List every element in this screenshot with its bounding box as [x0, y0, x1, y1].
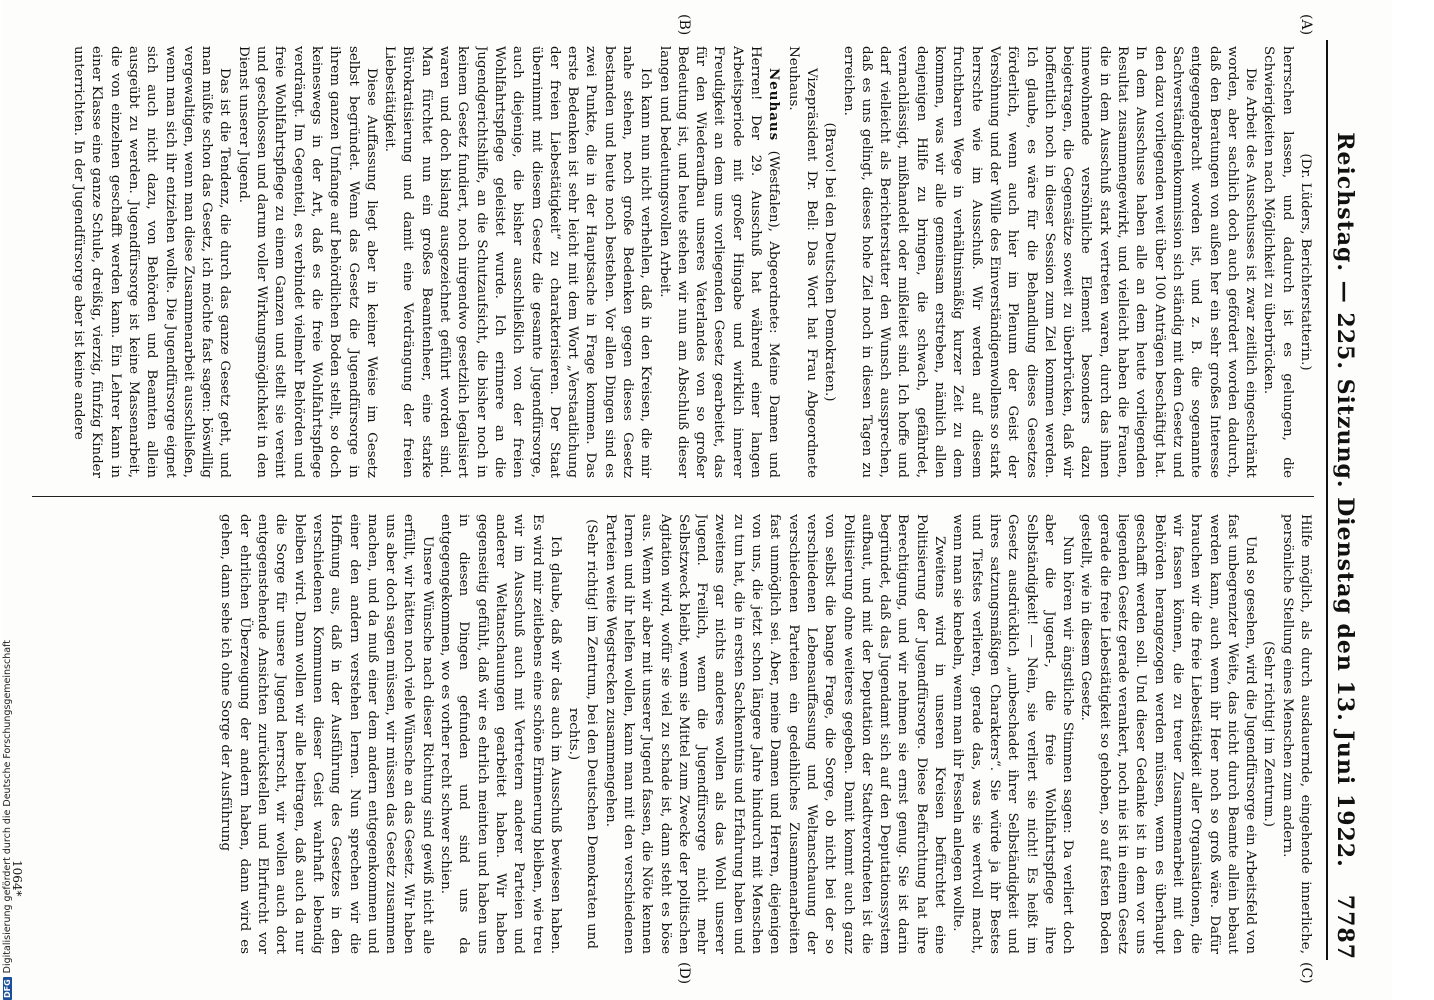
paragraph: Das ist die Tendenz, die durch das ganze Gesetz geht, und man müßte schon das Gesetz, ich möchte fast sagen: böswillig vergewaltigen, wenn man diese Zusammenarbeit ausschließen, wenn man sich ihr entziehen wollte. Die Jugendfürsorge eignet sich auch nicht dazu, von Behörden und Beamten allein ausgeübt zu werden. Jugendfürsorge ist keine Massenarbeit, die von einzelnen geschafft werden kann. Ein Lehrer kann in einer Klasse eine ganze Schule, dreißig, vierzig, fünfzig Kinder unterrichten. In der Jugendfürsorge aber ist keine andere	[71, 46, 233, 478]
dfg-logo-icon: DFG	[3, 979, 12, 998]
paragraph: Und so gesehen, wird die Jugendfürsorge ein Arbeitsfeld von fast unbegrenzter Weite, das nicht durch Beamte allein bebaut werden kann, auch wenn ihr Heer noch so groß wäre. Dafür brauchen wir die freie Liebestätigkeit aller Organisationen, die wir fassen können, die zu treuer Zusammenarbeit mit den Behörden herangezogen werden müssen, wenn es überhaupt geschafft werden soll. Und dieser Gedanke ist in dem vor uns liegenden Gesetz gerade verankert, noch nie ist in einem Gesetz gerade die freie Liebestätigkeit so gehoben, so auf festen Boden gestellt, wie in diesem Gesetz.	[1078, 514, 1259, 954]
margin-marker-d: (D)	[676, 962, 692, 985]
interjection: (Bravo! bei den Deutschen Demokraten.)	[822, 122, 838, 402]
interjection: (Sehr richtig! im Zentrum.)	[1261, 641, 1277, 827]
newspaper-page	[2, 0, 1392, 1000]
right-column	[32, 514, 1314, 954]
digitization-credit	[2, 640, 13, 1000]
paragraph: Ich glaube, daß wir das auch im Ausschuß bewiesen haben. Es wird mir zeitlebens eine schöne Erinnerung bleiben, wie treu wir im Ausschuß auch mit Vertretern anderer Parteien und anderer Weltanschauungen gearbeitet haben. Wir haben gegenseitig gefühlt, daß wir es ehrlich meinten und haben uns in diesen Dingen gefunden und sind uns da entgegengekommen, wo es vorher recht schwer schien.	[438, 514, 563, 954]
paragraph: Vizepräsident Dr. Bell: Das Wort hat Frau Abgeordnete Neuhaus.	[785, 46, 819, 478]
speech-paragraph	[654, 46, 783, 478]
page-header	[1326, 40, 1366, 960]
left-column	[32, 46, 1314, 478]
paragraph: Die Arbeit des Ausschusses ist zwar zeitlich eingeschränkt worden, aber sachlich doch auch gefördert worden dadurch, daß den Beratungen von außen her ein sehr großes Interesse entgegengebracht worden ist, und z. B. die sogenannte Sachverständigenkommission sich ständig mit dem Gesetz und den dazu vorliegenden weit über 100 Anträgen beschäftigt hat. In dem Ausschusse haben alle an dem heute vorliegenden Resultat zusammengewirkt, und vielleicht haben die Frauen, die in dem Ausschuß stark vertreten waren, durch das ihnen innewohnende versöhnliche Element besonders dazu beigetragen, die Gegensätze soweit zu überbrücken, daß wir hoffentlich noch in dieser Session zum Ziel kommen werden. Ich glaube, es wäre für die Behandlung dieses Gesetzes förderlich, wenn auch hier im Plenum der Geist der Versöhnung und der Wille des Einverständigenwollens so stark herrschte wie im Ausschuß. Wir werden auf diesem fruchtbaren Wege in verhältnismäßig kurzer Zeit zu dem kommen, was wir alle gemeinsam erstreben, nämlich allen denjenigen Hilfe zu bringen, die schwach, gefährdet, vernachlässigt, mißhandelt oder mißleitet sind. Ich hoffe und darf vielleicht als Berichterstatter den Wunsch aussprechen, daß es uns gelingt, dieses hohe Ziel noch in diesen Tagen zu erreichen.	[840, 46, 1259, 478]
page-title: Reichstag. — 225. Sitzung. Dienstag den 13. Juni 1922.	[1332, 132, 1358, 868]
column-divider	[32, 496, 1314, 497]
sheet-number: 1064*	[10, 860, 24, 897]
page-number: 7787	[1332, 894, 1358, 960]
margin-marker-a: (A)	[1298, 14, 1314, 36]
paragraph: Nun hören wir ängstliche Stimmen sagen: Da verliert doch aber die Jugend-, die freie Wohlfahrtspflege ihre Selbständigkeit! — Nein, sie verliert sie nicht! Es heißt im Gesetz ausdrücklich „unbeschadet ihrer Selbständigkeit und ihres satzungsmäßigen Charakters“. Sie würde ja ihr Bestes und Tiefstes verlieren, gerade das, was sie wertvoll macht, wenn man sie knebeln, wenn man ihr Fesseln anlegen wollte.	[950, 514, 1076, 954]
interjection: (Sehr richtig! im Zentrum, bei den Deutschen Demokraten und rechts.)	[566, 519, 600, 949]
margin-marker-c: (C)	[1298, 962, 1314, 984]
paragraph: Diese Auffassung liegt aber in keiner Weise im Gesetz selbst begründet. Wenn das Gesetz die Jugendfürsorge in ihrem ganzen Umfange auf behördlichen Boden stellt, so doch keineswegs in der Art, daß es die freie Wohlfahrtspflege verdrängt. Im Gegenteil, es verbindet vielmehr Behörden und freie Wohlfahrtspflege zu einem Ganzen und stellt sie vereint und geschlossen und darum voller Wirkungsmöglichkeit in den Dienst unserer Jugend.	[235, 46, 379, 478]
speaker-name: Neuhaus	[766, 68, 783, 142]
paragraph: Hilfe möglich, als durch ausdauernde, eingehende innerliche, persönliche Stellung eines Menschen zum andern.	[1279, 514, 1313, 954]
speech-text: (Westfalen), Abgeordnete: Meine Damen und Herren! Der 29. Ausschuß hat während einer langen Arbeitsperiode mit großer Hingabe und wirklich innerer Freudigkeit an dem uns vorliegenden Gesetz gearbeitet, das für den Wiederaufbau unseres Vaterlandes von so großer Bedeutung ist, und heute stehen wir nun am Abschluß dieser langen und bedeutungsvollen Arbeit.	[656, 46, 782, 478]
paragraph: Zweitens wird in unseren Kreisen befürchtet eine Politisierung der Jugendfürsorge. Diese Befürchtung hat ihre Berechtigung, und wir nehmen sie ernst genug. Sie ist darin begründet, daß das Jugendamt sich auf den Deputationssystem aufbaut, und mit der Deputation der Stadtverordneten ist die Politisierung ohne weiteres gegeben. Damit kommt auch ganz von selbst die bange Frage, die Sorge, ob nicht bei der so verschiedenen Lebensauffassung und Weltanschauung der verschiedenen Parteien ein gedeihliches Zusammenarbeiten fast unmöglich sei. Aber, meine Damen und Herren, diejenigen von uns, die jetzt schon längere Jahre hindurch mit Menschen zu tun hat, die in ersten Sachkenntnis und Erfahrung haben und zweitens gar nichts anderes wollen als das Wohl unserer Jugend. Freilich, wenn die Jugendfürsorge nicht mehr Selbstzweck bleibt, wenn sie Mittel zum Zwecke der politischen Agitation wird, wofür sie viel zu schade ist, dann steht es böse aus. Wenn wir aber mit unserer Jugend fassen, die Nöte kennen lernen und ihr helfen wollen, kann man mit den verschiedenen Parteien weite Wegstrecken zusammengehen.	[602, 514, 948, 954]
paragraph: Unsere Wünsche nach dieser Richtung sind gewiß nicht alle erfüllt, wir hätten noch viele Wünsche an das Gesetz. Wir haben uns aber doch sagen müssen, wir müssen das Gesetz zusammen machen, und da muß einer dem andern entgegenkommen und einer den andern verstehen lernen. Nun sprechen wir die Hoffnung aus, daß in der Ausführung des Gesetzes in den verschiedenen Kommunen dieser Geist wahrhaft lebendig bleiben wird. Dann wollen wir alle beitragen, daß auch da nur die Sorge für unsere Jugend herrscht, wir wollen auch dort entgegenstehende Ansichten zurückstellen und Ehrfurcht vor der ehrlichen Überzeugung der andern haben, dann wird es gehen, dann sehe ich ohne Sorge der Ausführung	[218, 514, 435, 954]
credit-text: Digitalisierung gefördert durch die Deutsche Forschungsgemeinschaft	[2, 640, 13, 974]
speaker-attribution: (Dr. Lüders, Berichterstatterin.)	[1298, 153, 1313, 371]
paragraph: herrschen lassen, und dadurch ist es gelungen, die Schwierigkeiten nach Möglichkeit zu überbrücken.	[1261, 46, 1295, 478]
margin-marker-b: (B)	[676, 14, 692, 36]
paragraph: Ich kann nun nicht verhehlen, daß in den Kreisen, die mir nahe stehen, noch große Bedenken gegen dieses Gesetz bestanden und heute noch bestehen. Vor allen Dingen sind es zwei Punkte, die in der Hauptsache in Frage kommen. Das erste Bedenken ist sehr leicht mit dem Wort „Verstaatlichung der freien Liebestätigkeit“ zu charakterisieren. Der Staat übernimmt mit diesem Gesetz die gesamte Jugendfürsorge, auch diejenige, die bisher ausschließlich von der freien Wohlfahrtspflege geleistet wurde. Ich erinnere an die Jugendgerichtshilfe, an die Schutzaufsicht, die bisher noch in keinem Gesetz fundiert, noch nirgendwo gesetzlich legalisiert waren und doch bislang ausgezeichnet geführt worden sind. Man fürchtet nun ein großes Beamtenheer, eine starke Bürokratisierung und damit eine Verdrängung der freien Liebestätigkeit.	[382, 46, 654, 478]
